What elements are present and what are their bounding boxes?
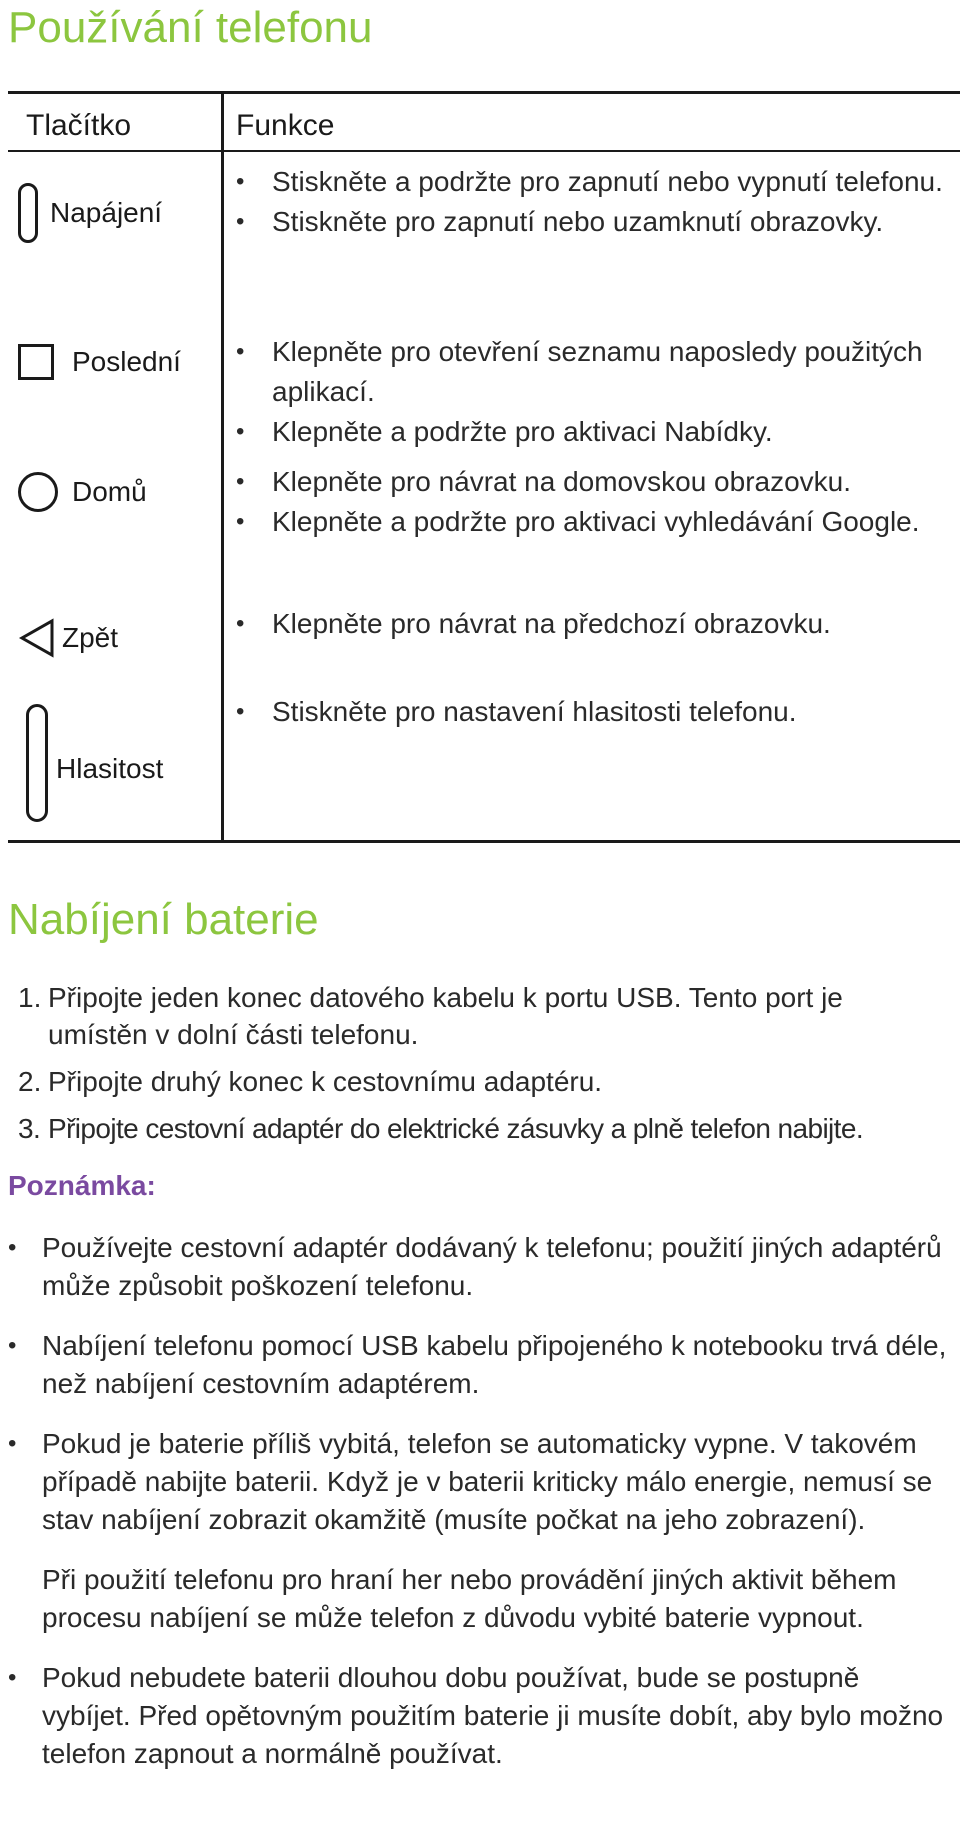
button-cell-power	[18, 183, 162, 243]
step-text: Připojte cestovní adaptér do elektrické zásuvky a plně telefon nabijte.	[48, 1113, 864, 1144]
step-number: 1.	[18, 982, 42, 1013]
step-text: Připojte jeden konec datového kabelu k portu USB. Tento port je umístěn v dolní části telefonu.	[48, 982, 843, 1050]
button-label-home: Domů	[72, 476, 147, 507]
function-list-power	[236, 162, 956, 242]
function-item: • Klepněte pro návrat na předchozí obrazovku.	[236, 604, 956, 644]
button-label-volume: Hlasitost	[56, 753, 164, 784]
button-label-power: Napájení	[50, 197, 163, 228]
square-icon	[18, 344, 54, 380]
button-label-recent: Poslední	[72, 346, 181, 377]
function-item: • Stiskněte a podržte pro zapnutí nebo vypnutí telefonu.	[236, 162, 956, 202]
note-item: • Nabíjení telefonu pomocí USB kabelu připojeného k notebooku trvá déle, než nabíjení cestovním adaptérem.	[8, 1327, 948, 1403]
function-list-volume	[236, 692, 956, 732]
table-header-function: Funkce	[236, 109, 335, 142]
function-list-home	[236, 462, 956, 542]
button-cell-home	[18, 472, 147, 512]
button-label-back: Zpět	[62, 622, 119, 653]
charging-step	[18, 979, 948, 1053]
volume-pill-icon-wrap	[26, 704, 48, 822]
step-text: Připojte druhý konec k cestovnímu adaptéru.	[48, 1066, 603, 1097]
note-item: Při použití telefonu pro hraní her nebo provádění jiných aktivit během procesu nabíjení se může telefon z důvodu vybité baterie vypnout.	[42, 1564, 897, 1633]
triangle-back-icon	[18, 618, 56, 658]
table-column-divider	[221, 91, 224, 843]
note-item: • Pokud je baterie příliš vybitá, telefon se automaticky vypne. V takovém případě nabijte baterii. Když je v baterii kriticky málo energie, nemusí se stav nabíjení zobrazit okamžitě (musíte počkat na jeho zobrazení).	[8, 1425, 948, 1539]
table-top-border	[8, 91, 960, 94]
table-header-button: Tlačítko	[26, 109, 132, 142]
note-item: • Pokud nebudete baterii dlouhou dobu používat, bude se postupně vybíjet. Před opětovným použitím baterie ji musíte dobít, aby bylo možno telefon zapnout a normálně používat.	[8, 1659, 948, 1773]
function-list-recent	[236, 332, 956, 452]
function-item: • Klepněte a podržte pro aktivaci vyhledávání Google.	[236, 502, 956, 542]
charging-steps	[18, 979, 948, 1157]
note-item: • Používejte cestovní adaptér dodávaný k telefonu; použití jiných adaptérů může způsobit poškození telefonu.	[8, 1229, 948, 1305]
charging-step	[18, 1063, 948, 1100]
function-item: • Klepněte pro otevření seznamu naposledy použitých aplikací.	[236, 332, 956, 412]
function-item: • Klepněte a podržte pro aktivaci Nabídky.	[236, 412, 956, 452]
function-item: • Stiskněte pro zapnutí nebo uzamknutí obrazovky.	[236, 202, 956, 242]
function-item: • Stiskněte pro nastavení hlasitosti telefonu.	[236, 692, 956, 732]
button-cell-back	[18, 618, 118, 658]
function-list-back	[236, 604, 956, 644]
section-title-phone-usage: Používání telefonu	[8, 3, 373, 52]
function-item: • Klepněte pro návrat na domovskou obrazovku.	[236, 462, 956, 502]
charging-step	[18, 1110, 948, 1147]
volume-pill-icon	[26, 704, 48, 822]
button-cell-recent	[18, 344, 181, 380]
note-list	[8, 1229, 948, 1795]
section-title-battery-charging: Nabíjení baterie	[8, 895, 319, 944]
note-title: Poznámka:	[8, 1170, 156, 1201]
power-pill-icon	[18, 183, 38, 243]
table-header-divider	[8, 150, 960, 152]
circle-icon	[18, 472, 58, 512]
step-number: 3.	[18, 1113, 41, 1144]
table-bottom-border	[8, 840, 960, 843]
step-number: 2.	[18, 1066, 42, 1097]
